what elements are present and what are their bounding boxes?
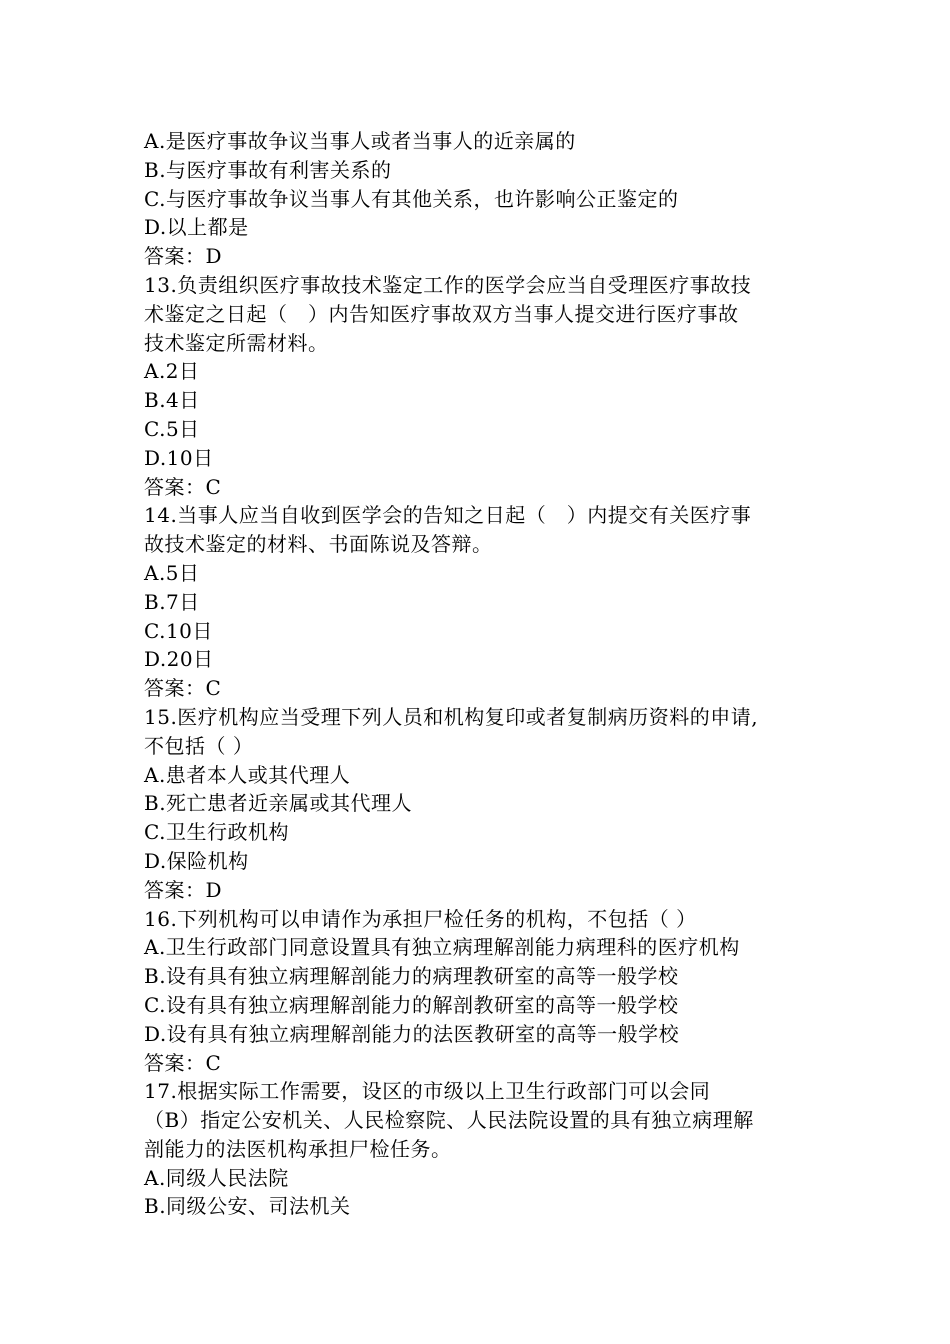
question-line: （B）指定公安机关、人民检察院、人民法院设置的具有独立病理解 [144, 1108, 754, 1133]
option-line: A.卫生行政部门同意设置具有独立病理解剖能力病理科的医疗机构 [144, 935, 740, 960]
answer-line: 答案：C [144, 676, 222, 701]
option-line: B.死亡患者近亲属或其代理人 [144, 791, 413, 816]
option-line: D.保险机构 [144, 848, 249, 873]
option-line: A.2日 [144, 359, 200, 384]
option-line: A.是医疗事故争议当事人或者当事人的近亲属的 [144, 129, 576, 153]
question-line: 14.当事人应当自收到医学会的告知之日起（ ）内提交有关医疗事 [144, 503, 752, 528]
option-line: B.与医疗事故有利害关系的 [144, 157, 392, 182]
question-line: 15.医疗机构应当受理下列人员和机构复印或者复制病历资料的申请, [144, 704, 759, 729]
option-line: C.5日 [144, 416, 200, 441]
option-line: D.20日 [144, 647, 214, 672]
option-line: B.同级公安、司法机关 [144, 1194, 351, 1219]
question-line: 技术鉴定所需材料。 [144, 330, 329, 355]
answer-line: 答案：C [144, 474, 222, 499]
answer-line: 答案：C [144, 1050, 222, 1075]
option-line: A.5日 [144, 560, 200, 585]
question-line: 术鉴定之日起（ ）内告知医疗事故双方当事人提交进行医疗事故 [144, 301, 739, 326]
option-line: D.设有具有独立病理解剖能力的法医教研室的高等一般学校 [144, 1021, 680, 1046]
answer-line: 答案：D [144, 244, 223, 269]
question-line: 16.下列机构可以申请作为承担尸检任务的机构，不包括（ ） [144, 906, 697, 931]
option-line: A.患者本人或其代理人 [144, 762, 351, 787]
option-line: C.10日 [144, 618, 213, 643]
question-line: 剖能力的法医机构承担尸检任务。 [144, 1136, 452, 1161]
option-line: C.设有具有独立病理解剖能力的解剖教研室的高等一般学校 [144, 992, 679, 1017]
option-line: D.以上都是 [144, 215, 249, 240]
option-line: B.设有具有独立病理解剖能力的病理教研室的高等一般学校 [144, 964, 679, 989]
answer-line: 答案：D [144, 877, 223, 902]
document-body [144, 127, 824, 1221]
option-line: A.同级人民法院 [144, 1165, 289, 1190]
option-line: C.卫生行政机构 [144, 820, 289, 845]
question-line: 13.负责组织医疗事故技术鉴定工作的医学会应当自受理医疗事故技 [144, 272, 752, 297]
option-line: C.与医疗事故争议当事人有其他关系，也许影响公正鉴定的 [144, 186, 679, 211]
option-line: B.7日 [144, 589, 200, 614]
option-line: D.10日 [144, 445, 214, 470]
question-line: 故技术鉴定的材料、书面陈说及答辩。 [144, 532, 493, 557]
question-line: 不包括（ ） [144, 733, 254, 758]
question-line: 17.根据实际工作需要，设区的市级以上卫生行政部门可以会同 [144, 1079, 711, 1104]
option-line: B.4日 [144, 388, 200, 413]
